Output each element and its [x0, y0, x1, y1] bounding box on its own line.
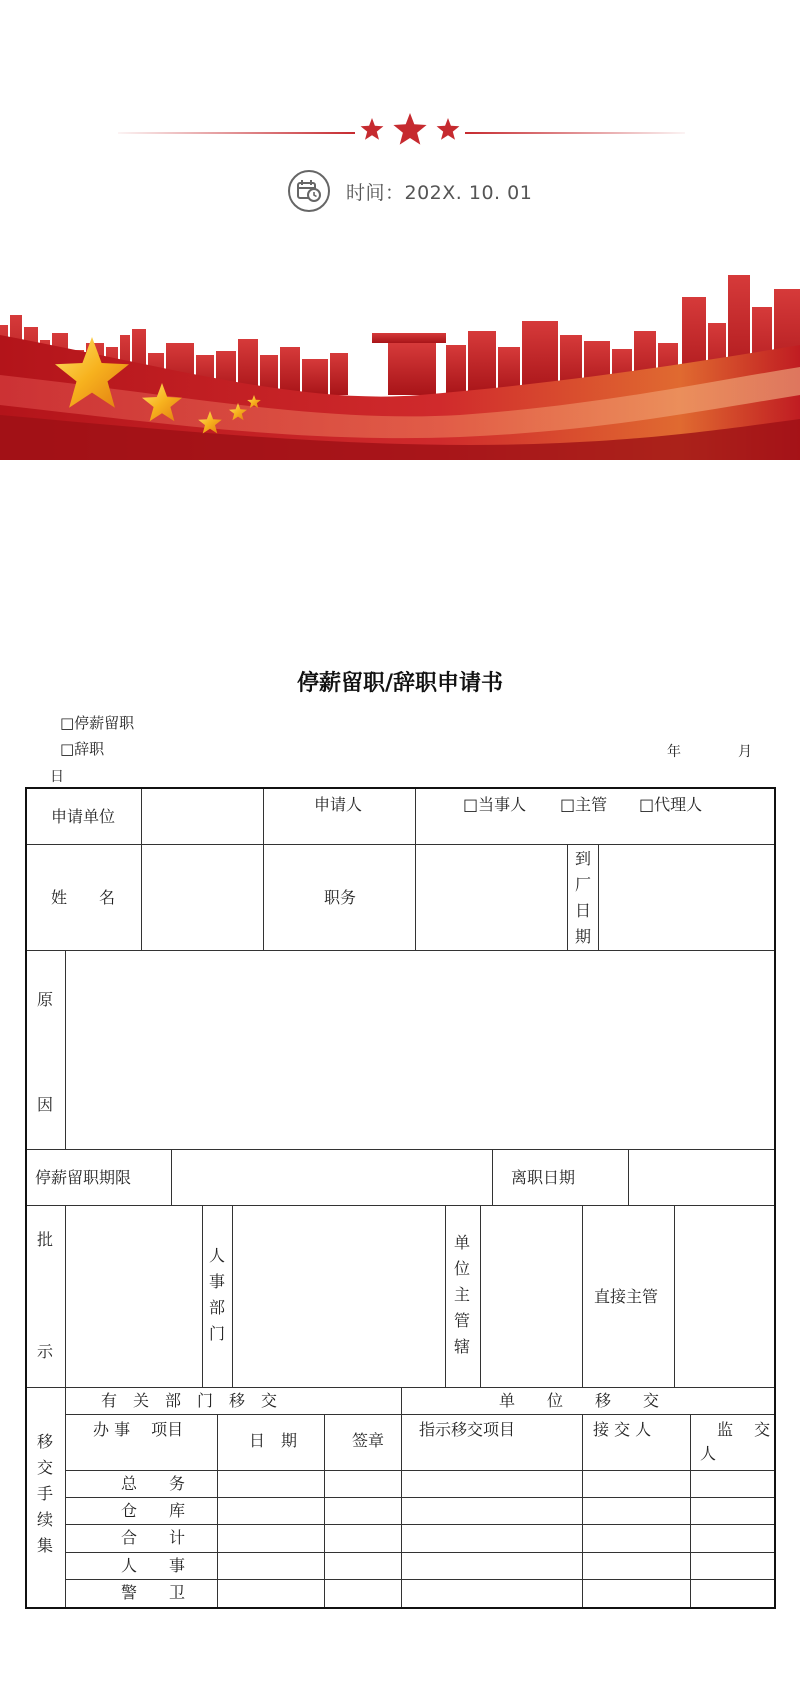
- position-field[interactable]: [417, 846, 565, 948]
- col-line: [141, 789, 142, 950]
- applicant-type-agent-checkbox[interactable]: □代理人: [639, 795, 703, 814]
- col-line: [65, 1205, 66, 1387]
- document-title: 停薪留职/辞职申请书: [296, 671, 504, 696]
- header-rule-left: [118, 132, 355, 134]
- three-stars-icon: [360, 112, 460, 152]
- row-line: [27, 844, 774, 845]
- approval-label-char-1: 批: [37, 1230, 54, 1249]
- handover-row-label: 总 务: [121, 1474, 186, 1493]
- handover-row-label: 仓 库: [121, 1501, 186, 1520]
- col-header-item: 办 事 项目: [93, 1420, 184, 1439]
- skyline-banner: [0, 255, 800, 460]
- unit-handover-header: 单 位 移 交: [499, 1391, 660, 1410]
- handover-row-label: 警 卫: [121, 1583, 186, 1602]
- col-line: [628, 1149, 629, 1205]
- name-field[interactable]: [143, 846, 261, 948]
- col-header-receiver: 接 交 人: [593, 1420, 652, 1439]
- col-line: [171, 1149, 172, 1205]
- applicant-unit-label: 申请单位: [51, 807, 116, 826]
- col-line: [232, 1205, 233, 1387]
- option-leave-checkbox[interactable]: □停薪留职: [60, 714, 135, 732]
- col-line: [202, 1205, 203, 1387]
- reason-field[interactable]: [67, 952, 772, 1147]
- col-line: [445, 1205, 446, 1387]
- row-line: [65, 1470, 774, 1471]
- year-label: 年: [667, 744, 681, 760]
- star-small-left-icon: [361, 118, 384, 140]
- day-label: 日: [50, 769, 64, 785]
- col-line: [582, 1205, 583, 1387]
- application-form-table: [25, 787, 776, 1609]
- resign-date-field[interactable]: [630, 1151, 772, 1203]
- date-row: [288, 170, 532, 212]
- direct-manager-field[interactable]: [676, 1207, 772, 1385]
- row-line: [65, 1524, 774, 1525]
- arrival-date-field[interactable]: [600, 846, 772, 948]
- col-line: [65, 1387, 66, 1607]
- row-line: [27, 950, 774, 951]
- col-line: [582, 1414, 583, 1607]
- col-line: [324, 1414, 325, 1607]
- header-rule-right: [465, 132, 685, 134]
- position-label: 职务: [324, 888, 357, 907]
- row-line: [65, 1579, 774, 1580]
- col-header-supervisor-2: 人: [700, 1444, 717, 1463]
- row-line: [27, 1205, 774, 1206]
- applicant-type-self-checkbox[interactable]: □当事人: [463, 795, 527, 814]
- col-line: [674, 1205, 675, 1387]
- unit-manager-label: 单位主管辖: [453, 1233, 470, 1356]
- reason-label-char-1: 原: [37, 990, 54, 1009]
- leave-period-label: 停薪留职期限: [35, 1168, 132, 1187]
- calendar-clock-icon: [288, 170, 330, 212]
- hr-dept-field[interactable]: [234, 1207, 443, 1385]
- approval-field[interactable]: [67, 1207, 200, 1385]
- name-label: 姓 名: [51, 888, 116, 907]
- col-line: [415, 789, 416, 950]
- col-header-instruct: 指示移交项目: [419, 1420, 516, 1439]
- col-line: [567, 844, 568, 950]
- handover-section-label: 移交手续集: [36, 1432, 53, 1555]
- col-line: [263, 789, 264, 950]
- star-large-center-icon: [393, 113, 426, 145]
- resign-date-label: 离职日期: [511, 1168, 576, 1187]
- option-resign-checkbox[interactable]: □辞职: [60, 740, 105, 758]
- date-label: 时间：202X. 10. 01: [346, 181, 533, 204]
- star-small-right-icon: [437, 118, 460, 140]
- hr-dept-label: 人事部门: [208, 1246, 225, 1343]
- dept-handover-header: 有 关 部 门 移 交: [101, 1391, 278, 1410]
- applicant-unit-field[interactable]: [143, 791, 261, 842]
- reason-label-char-2: 因: [37, 1095, 54, 1114]
- row-line: [65, 1414, 774, 1415]
- row-line: [65, 1552, 774, 1553]
- unit-manager-field[interactable]: [482, 1207, 580, 1385]
- col-line: [480, 1205, 481, 1387]
- row-line: [27, 1149, 774, 1150]
- direct-manager-label: 直接主管: [594, 1287, 659, 1306]
- col-header-sign: 签章: [352, 1431, 385, 1450]
- col-line: [690, 1414, 691, 1607]
- month-label: 月: [738, 744, 752, 760]
- applicant-label: 申请人: [314, 795, 363, 814]
- approval-label-char-2: 示: [37, 1342, 54, 1361]
- handover-row-label: 合 计: [121, 1528, 186, 1547]
- handover-row-label: 人 事: [121, 1556, 186, 1575]
- col-line: [492, 1149, 493, 1205]
- col-line: [598, 844, 599, 950]
- col-line: [217, 1414, 218, 1607]
- row-line: [65, 1497, 774, 1498]
- col-header-date: 日 期: [249, 1431, 298, 1450]
- applicant-type-manager-checkbox[interactable]: □主管: [560, 795, 608, 814]
- leave-period-field[interactable]: [173, 1151, 490, 1203]
- col-header-supervisor: 监 交: [717, 1420, 771, 1439]
- col-line: [65, 950, 66, 1149]
- col-line: [401, 1387, 402, 1607]
- arrival-date-label: 到厂日期: [574, 849, 591, 946]
